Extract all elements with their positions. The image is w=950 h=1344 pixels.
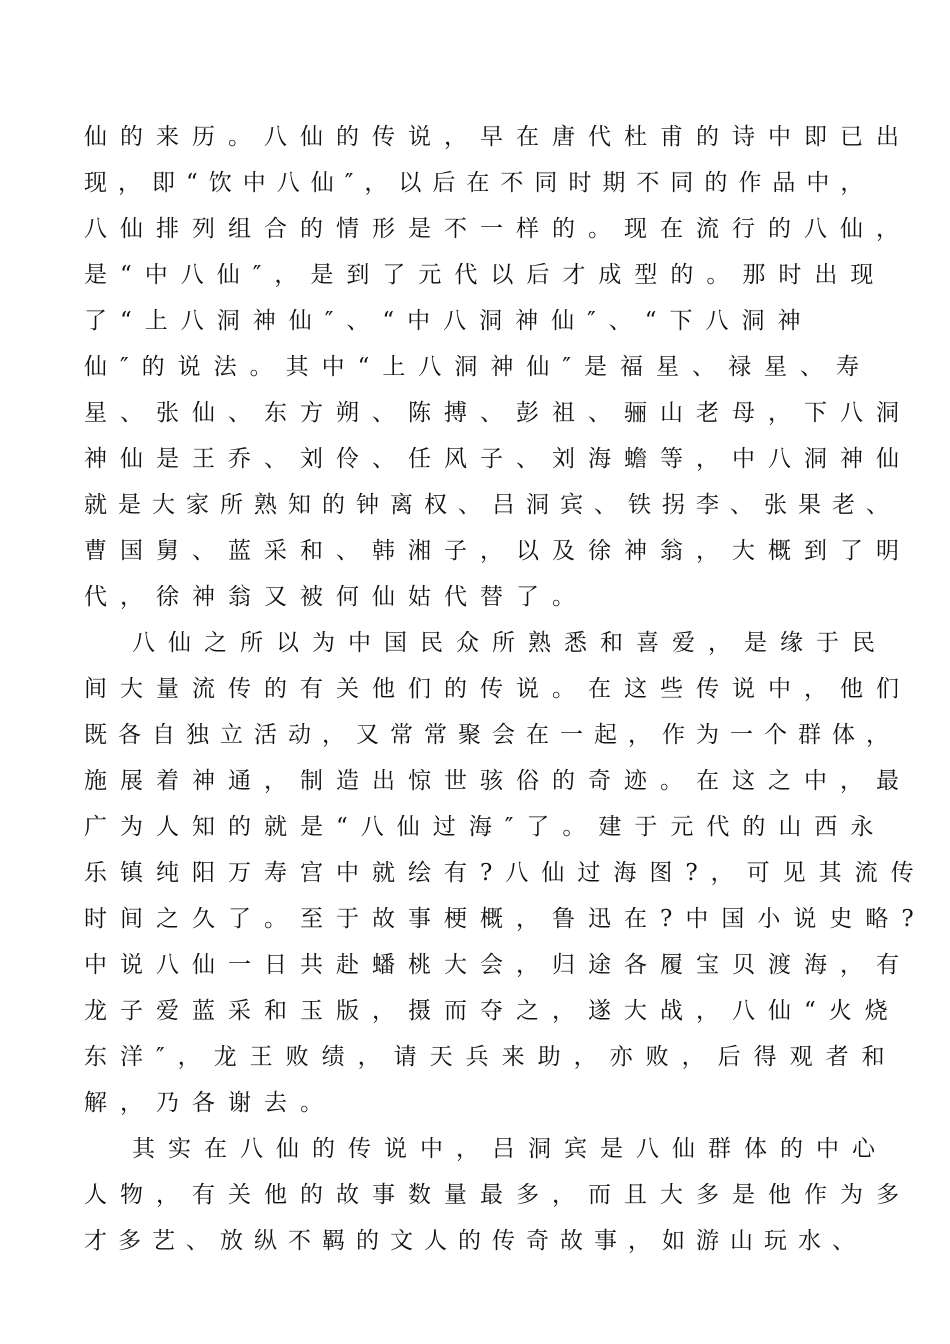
text-line: 仙″的说法。其中“上八洞神仙″是福星、禄星、寿 (84, 354, 872, 380)
text-line: 解，乃各谢去。 (84, 1090, 336, 1116)
text-line: 代，徐神翁又被何仙姑代替了。 (84, 584, 588, 610)
text-line: 曹国舅、蓝采和、韩湘子，以及徐神翁，大概到了明 (84, 538, 912, 564)
text-line: 星、张仙、东方朔、陈搏、彭祖、骊山老母，下八洞 (84, 400, 912, 426)
text-line: 时间之久了。至于故事梗概，鲁迅在?中国小说史略? (84, 906, 927, 932)
text-line: 既各自独立活动，又常常聚会在一起，作为一个群体， (84, 722, 900, 748)
text-line: 其实在八仙的传说中，吕洞宾是八仙群体的中心 (132, 1136, 888, 1162)
text-line: 八仙之所以为中国民众所熟悉和喜爱，是缘于民 (132, 630, 888, 656)
text-line: 龙子爱蓝采和玉版，摄而夺之，遂大战，八仙“火烧 (84, 998, 901, 1024)
text-line: 间大量流传的有关他们的传说。在这些传说中，他们 (84, 676, 912, 702)
text-line: 八仙排列组合的情形是不一样的。现在流行的八仙， (84, 216, 912, 242)
text-line: 中说八仙一日共赴蟠桃大会，归途各履宝贝渡海，有 (84, 952, 912, 978)
text-line: 才多艺、放纵不羁的文人的传奇故事，如游山玩水、 (84, 1228, 866, 1254)
text-line: 乐镇纯阳万寿宫中就绘有?八仙过海图?，可见其流传 (84, 860, 927, 886)
text-line: 仙的来历。八仙的传说，早在唐代杜甫的诗中即已出 (84, 124, 912, 150)
text-line: 广为人知的就是“八仙过海″了。建于元代的山西永 (84, 814, 887, 840)
text-line: 现，即“饮中八仙″，以后在不同时期不同的作品中， (84, 170, 875, 196)
text-line: 东洋″，龙王败绩，请天兵来助，亦败，后得观者和 (84, 1044, 898, 1070)
text-line: 是“中八仙″，是到了元代以后才成型的。那时出现 (84, 262, 887, 288)
text-line: 人物，有关他的故事数量最多，而且大多是他作为多 (84, 1182, 912, 1208)
text-line: 就是大家所熟知的钟离权、吕洞宾、铁拐李、张果老、 (84, 492, 900, 518)
text-line: 神仙是王乔、刘伶、任风子、刘海蟾等，中八洞神仙 (84, 446, 912, 472)
text-line: 施展着神通，制造出惊世骇俗的奇迹。在这之中，最 (84, 768, 912, 794)
text-line: 了“上八洞神仙″、“中八洞神仙″、“下八洞神 (84, 308, 814, 334)
